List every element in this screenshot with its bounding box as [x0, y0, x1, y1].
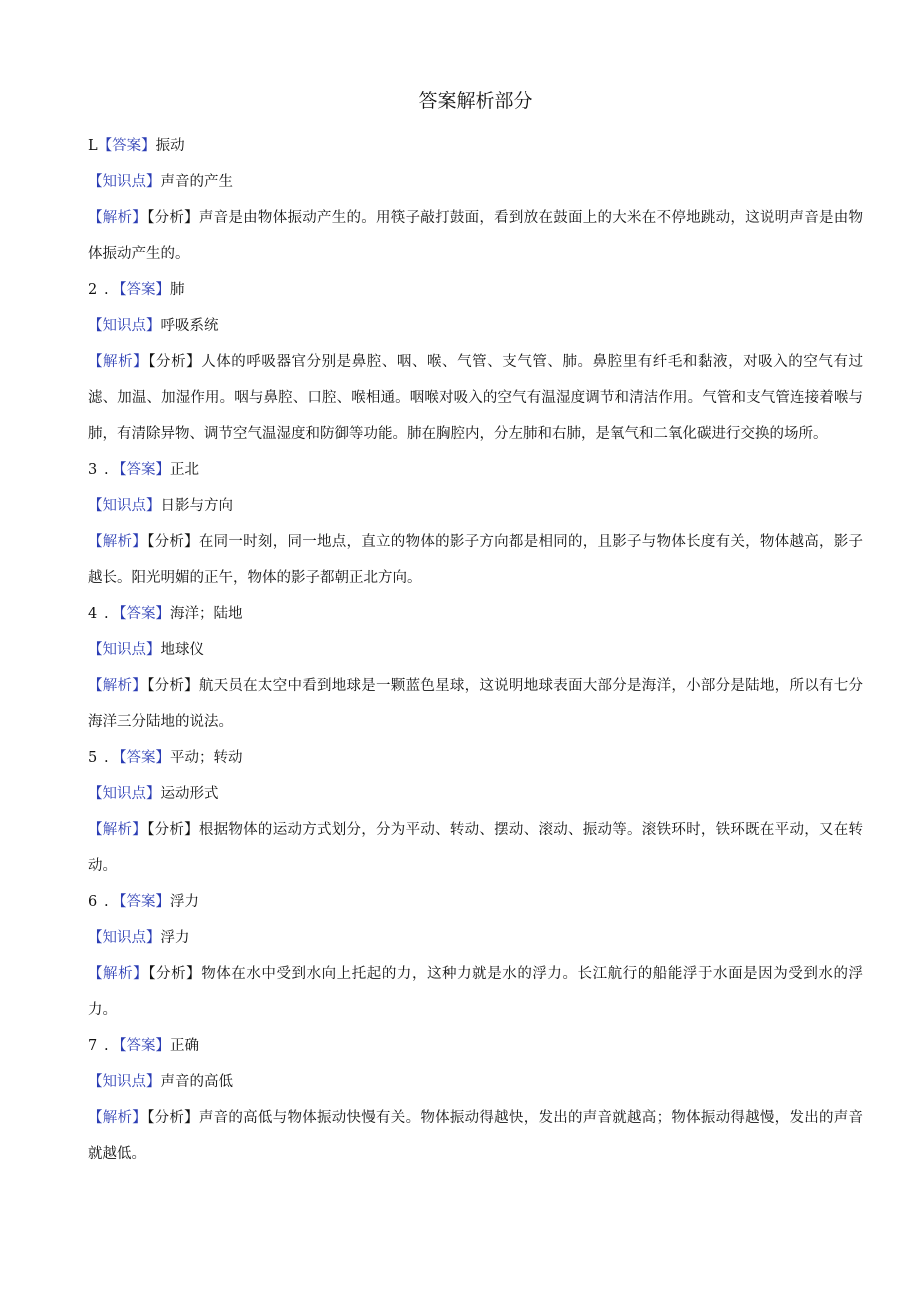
analysis-text: 声音的高低与物体振动快慢有关。物体振动得越快，发出的声音就越高；物体振动得越慢，发出的声音就越低。: [88, 1110, 864, 1162]
knowledge-text: 声音的高低: [160, 1074, 233, 1090]
analysis-text: 人体的呼吸器官分别是鼻腔、咽、喉、气管、支气管、肺。鼻腔里有纤毛和黏液，对吸入的空气有过滤、加温、加湿作用。咽与鼻腔、口腔、喉相通。咽喉对吸入的空气有温湿度调节和清洁作用。气管和支气管连接着喉与肺，有清除异物、调节空气温湿度和防御等功能。肺在胸腔内，分左肺和右肺，是氧气和二氧化碳进行交换的场所。: [88, 354, 864, 442]
item-number: 6: [88, 894, 98, 910]
answer-text: 平动；转动: [170, 750, 243, 766]
knowledge-text: 浮力: [160, 930, 190, 946]
answer-label: 【答案】: [97, 138, 156, 154]
fenxi-label: 【分析】: [147, 210, 199, 226]
analysis-label: 【解析】: [88, 534, 148, 550]
fenxi-label: 【分析】: [147, 678, 199, 694]
item-number: 4: [88, 606, 98, 622]
item-number: 7: [88, 1038, 98, 1054]
answer-label: 【答案】: [112, 1038, 170, 1054]
knowledge-line: [88, 488, 863, 524]
fenxi-label: 【分析】: [148, 966, 202, 982]
item-number: 2: [88, 282, 98, 298]
page-title: 答案解析部分: [418, 90, 533, 112]
analysis-paragraph: [88, 524, 863, 596]
answer-sheet: [88, 86, 863, 1172]
knowledge-label: 【知识点】: [88, 318, 161, 334]
answer-line: [88, 596, 863, 632]
knowledge-line: [88, 776, 863, 812]
analysis-paragraph: [88, 668, 863, 740]
answer-text: 正北: [170, 462, 199, 478]
knowledge-text: 日影与方向: [160, 498, 233, 514]
knowledge-label: 【知识点】: [88, 174, 161, 190]
analysis-label: 【解析】: [88, 678, 148, 694]
knowledge-label: 【知识点】: [88, 498, 161, 514]
knowledge-label: 【知识点】: [88, 786, 161, 802]
analysis-label: 【解析】: [88, 822, 148, 838]
item-number: L: [88, 138, 98, 154]
fenxi-label: 【分析】: [147, 1110, 199, 1126]
analysis-paragraph: [88, 1100, 863, 1172]
fenxi-label: 【分析】: [147, 822, 199, 838]
item-separator: .: [104, 1038, 109, 1054]
item-number: 3: [88, 462, 98, 478]
analysis-label: 【解析】: [88, 354, 149, 370]
answer-item-1: [88, 128, 863, 272]
answer-line: [88, 1028, 863, 1064]
analysis-text: 航天员在太空中看到地球是一颗蓝色星球，这说明地球表面大部分是海洋，小部分是陆地，所以有七分海洋三分陆地的说法。: [88, 678, 864, 730]
answer-label: 【答案】: [112, 750, 170, 766]
answer-text: 正确: [170, 1038, 199, 1054]
answer-text: 浮力: [170, 894, 199, 910]
knowledge-text: 运动形式: [160, 786, 219, 802]
analysis-text: 物体在水中受到水向上托起的力，这种力就是水的浮力。长江航行的船能浮于水面是因为受到水的浮力。: [88, 966, 864, 1018]
item-separator: .: [104, 282, 109, 298]
answer-label: 【答案】: [112, 282, 170, 298]
answer-item-2: [88, 272, 863, 452]
answer-item-4: [88, 596, 863, 740]
knowledge-text: 呼吸系统: [160, 318, 219, 334]
analysis-paragraph: [88, 344, 863, 452]
item-number: 5: [88, 750, 98, 766]
fenxi-label: 【分析】: [148, 354, 202, 370]
analysis-text: 根据物体的运动方式划分，分为平动、转动、摆动、滚动、振动等。滚铁环时，铁环既在平动，又在转动。: [88, 822, 864, 874]
answer-line: [88, 452, 863, 488]
answer-label: 【答案】: [112, 462, 170, 478]
answer-line: [88, 884, 863, 920]
knowledge-line: [88, 164, 863, 200]
analysis-paragraph: [88, 200, 863, 272]
answer-item-5: [88, 740, 863, 884]
item-separator: .: [104, 462, 109, 478]
answer-item-7: [88, 1028, 863, 1172]
knowledge-line: [88, 632, 863, 668]
knowledge-text: 声音的产生: [160, 174, 233, 190]
answer-line: [88, 740, 863, 776]
answer-label: 【答案】: [112, 606, 170, 622]
answer-line: [88, 272, 863, 308]
answer-label: 【答案】: [112, 894, 170, 910]
knowledge-line: [88, 308, 863, 344]
knowledge-label: 【知识点】: [88, 1074, 161, 1090]
fenxi-label: 【分析】: [147, 534, 199, 550]
analysis-label: 【解析】: [88, 1110, 148, 1126]
answer-text: 海洋；陆地: [170, 606, 243, 622]
knowledge-label: 【知识点】: [88, 642, 161, 658]
analysis-label: 【解析】: [88, 966, 149, 982]
item-separator: .: [104, 750, 109, 766]
answer-text: 肺: [170, 282, 185, 298]
analysis-label: 【解析】: [88, 210, 148, 226]
item-separator: .: [104, 606, 109, 622]
answer-text: 振动: [155, 138, 185, 154]
knowledge-line: [88, 920, 863, 956]
analysis-text: 在同一时刻，同一地点，直立的物体的影子方向都是相同的，且影子与物体长度有关，物体越高，影子越长。阳光明媚的正午，物体的影子都朝正北方向。: [88, 534, 864, 586]
analysis-paragraph: [88, 812, 863, 884]
item-separator: .: [104, 894, 109, 910]
knowledge-label: 【知识点】: [88, 930, 161, 946]
analysis-paragraph: [88, 956, 863, 1028]
knowledge-line: [88, 1064, 863, 1100]
answer-item-3: [88, 452, 863, 596]
answer-line: [88, 128, 863, 164]
knowledge-text: 地球仪: [160, 642, 204, 658]
analysis-text: 声音是由物体振动产生的。用筷子敲打鼓面，看到放在鼓面上的大米在不停地跳动，这说明声音是由物体振动产生的。: [88, 210, 864, 262]
answer-item-6: [88, 884, 863, 1028]
